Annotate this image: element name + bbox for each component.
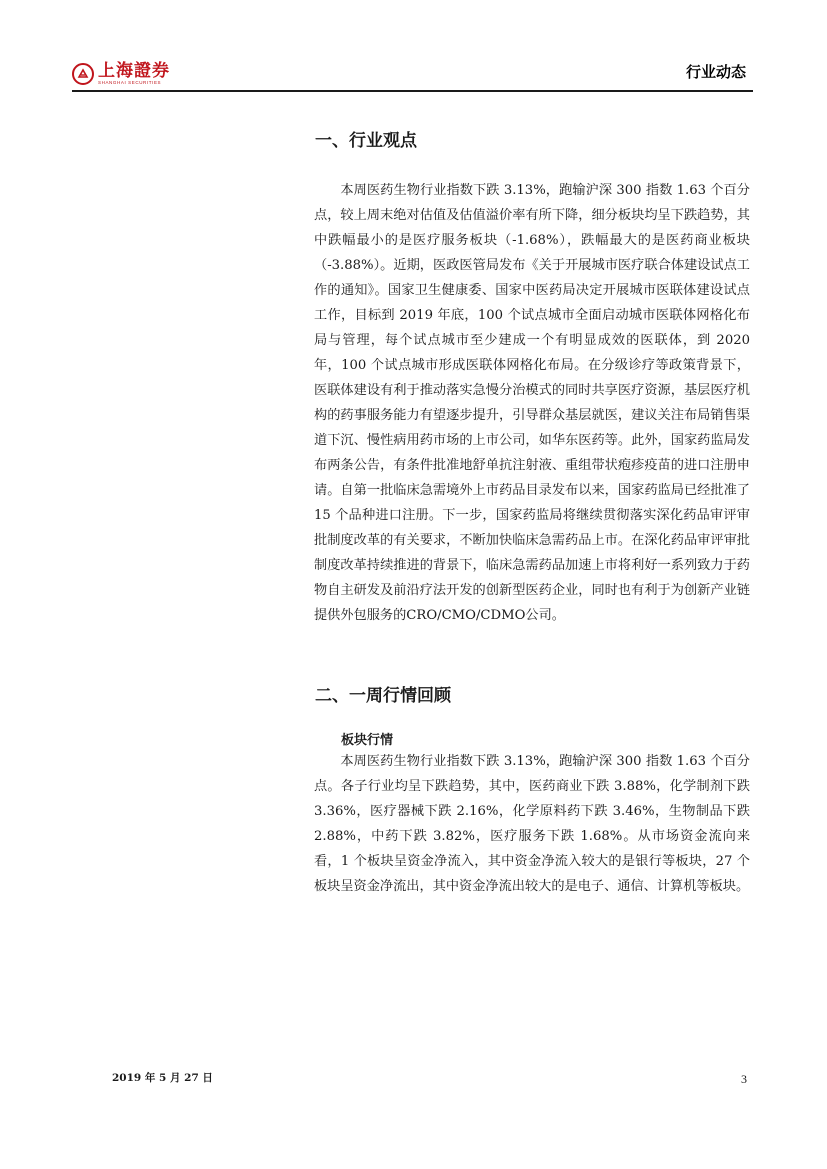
- report-category-label: 行业动态: [685, 63, 746, 81]
- industry-view-paragraph: 本周医药生物行业指数下跌 3.13%，跑输沪深 300 指数 1.63 个百分点，较上周末绝对估值及估值溢价率有所下降，细分板块均呈下跌趋势，其中跌幅最小的是医疗服务板块（-1.68%），跌幅最大的是医药商业板块（-3.88%）。近期，医政医管局发布《关于开展城市医疗联合体建设试点工作的通知》。国家卫生健康委、国家中医药局决定开展城市医联体建设试点工作，目标到 2019 年底，100 个试点城市全面启动城市医联体网格化布局与管理，每个试点城市至少建成一个有明显成效的医联体，到 2020 年，100 个试点城市形成医联体网格化布局。在分级诊疗等政策背景下，医联体建设有利于推动落实急慢分治模式的同时共享医疗资源，基层医疗机构的药事服务能力有望逐步提升，引导群众基层就医，建议关注布局销售渠道下沉、慢性病用药市场的上市公司，如华东医药等。此外，国家药监局发布两条公告，有条件批准地舒单抗注射液、重组带状疱疹疫苗的进口注册申请。自第一批临床急需境外上市药品目录发布以来，国家药监局已经批准了 15 个品种进口注册。下一步，国家药监局将继续贯彻落实深化药品审评审批制度改革的有关要求，不断加快临床急需药品上市。在深化药品审评审批制度改革持续推进的背景下，临床急需药品加速上市将利好一系列致力于药物自主研发及前沿疗法开发的创新型医药企业，同时也有利于为创新产业链提供外包服务的CRO/CMO/CDMO公司。: [314, 183, 750, 623]
- logo-chinese-name: 上海證券: [98, 61, 170, 81]
- report-date: 2019 年 5 月 27 日: [112, 1072, 213, 1084]
- logo-english-name: SHANGHAI SECURITIES: [98, 80, 162, 85]
- header-divider: [72, 90, 753, 92]
- page-header: [0, 0, 827, 100]
- shanghai-securities-logo-icon: [72, 63, 94, 85]
- section-heading-industry-view: 一、行业观点: [315, 131, 417, 151]
- section-heading-weekly-review: 二、一周行情回顾: [315, 686, 451, 706]
- page-number: 3: [741, 1072, 747, 1086]
- logo-text: [98, 62, 170, 86]
- subheading-sector-performance: 板块行情: [341, 733, 394, 748]
- company-logo: [72, 62, 170, 86]
- sector-performance-paragraph: 本周医药生物行业指数下跌 3.13%，跑输沪深 300 指数 1.63 个百分点。各子行业均呈下跌趋势，其中，医药商业下跌 3.88%，化学制剂下跌 3.36%，医疗器械下跌 2.16%，化学原料药下跌 3.46%，生物制品下跌 2.88%，中药下跌 3.82%，医疗服务下跌 1.68%。从市场资金流向来看，1 个板块呈资金净流入，其中资金净流入较大的是银行等板块，27 个板块呈资金净流出，其中资金净流出较大的是电子、通信、计算机等板块。: [314, 754, 750, 894]
